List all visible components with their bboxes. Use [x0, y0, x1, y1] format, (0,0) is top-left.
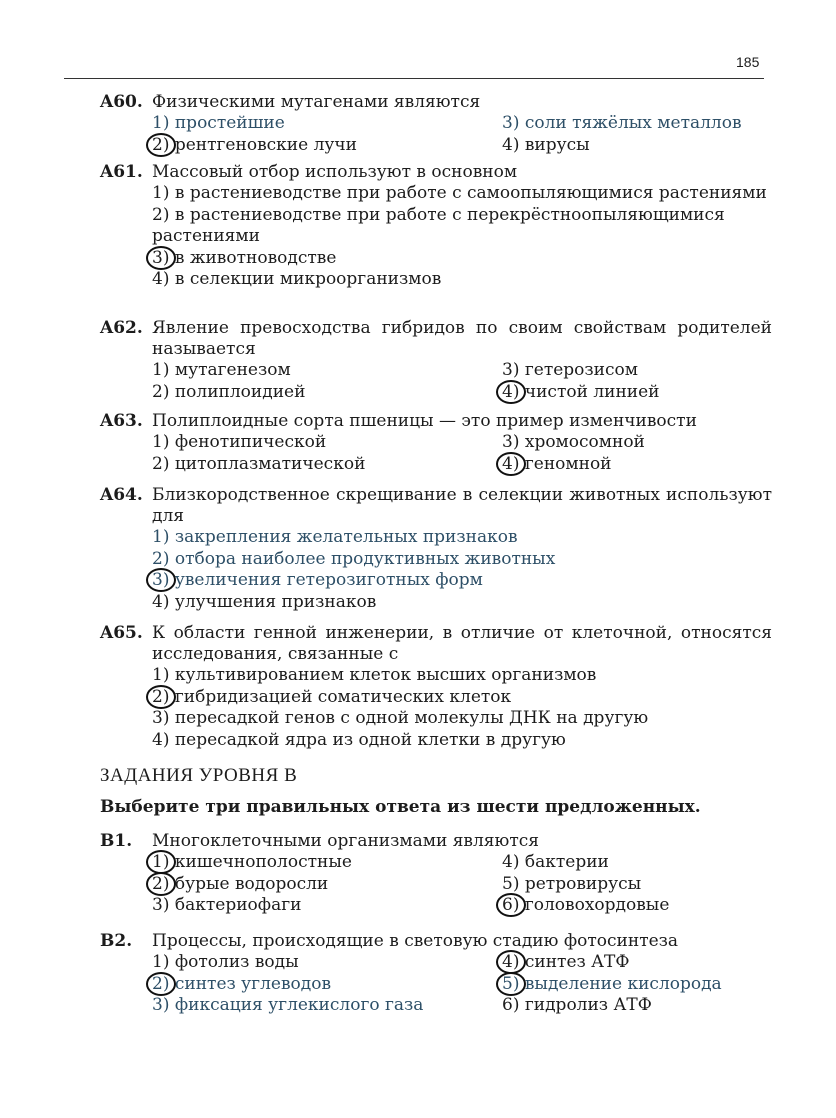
question-text: К области генной инженерии, в отличие от клеточной, относятся исследования, связанные с: [152, 623, 772, 664]
answer-option: 2) гибридизацией соматических клеток: [152, 687, 772, 709]
question-block: [100, 411, 772, 475]
question-number: A63.: [100, 411, 143, 431]
section-title: ЗАДАНИЯ УРОВНЯ В: [100, 765, 298, 786]
answer-option: 4) вирусы: [502, 134, 590, 155]
question-number: A61.: [100, 162, 143, 182]
question-header: [100, 162, 772, 183]
answer-circle-mark: [146, 972, 176, 996]
answer-option: 4) улучшения признаков: [152, 591, 377, 612]
answer-option: 2) цитоплазматической: [152, 453, 366, 474]
question-text: Многоклеточными организмами являются: [152, 831, 539, 851]
answer-option: 3) в животноводстве: [152, 248, 772, 270]
question-number: В2.: [100, 931, 133, 951]
answer-option: 2) рентгеновские лучи: [152, 135, 502, 157]
answer-option: 1) фотолиз воды: [152, 952, 299, 972]
question-number: A64.: [100, 485, 143, 505]
answer-option: 3) бактериофаги: [152, 895, 302, 915]
answer-option: 2) полиплоидией: [152, 381, 306, 402]
answer-option: 4) пересадкой ядра из одной клетки в другую: [152, 729, 566, 750]
answer-option: 5) выделение кислорода: [502, 974, 772, 996]
question-header: [100, 623, 772, 665]
question-block: [100, 931, 772, 1017]
answer-option: 3) пересадкой генов с одной молекулы ДНК на другую: [152, 708, 649, 728]
answer-circle-mark: [496, 380, 526, 404]
question-header: [100, 485, 772, 527]
answer-circle-mark: [496, 972, 526, 996]
answer-circle-mark: [496, 452, 526, 476]
question-text: Массовый отбор используют в основном: [152, 162, 518, 182]
answer-option: 3) хромосомной: [502, 432, 645, 452]
question-text: Явление превосходства гибридов по своим свойствам родителей называется: [152, 318, 772, 359]
question-block: [100, 623, 772, 751]
answer-circle-mark: [496, 950, 526, 974]
question-number: A60.: [100, 92, 143, 112]
question-block: [100, 92, 772, 156]
answer-option: 2) синтез углеводов: [152, 974, 502, 996]
question-header: [100, 931, 772, 952]
section-instruction: Выберите три правильных ответа из шести предложенных.: [100, 797, 701, 817]
answer-option: 6) головохордовые: [502, 895, 772, 917]
page-number: 185: [736, 54, 760, 70]
answer-circle-mark: [146, 872, 176, 896]
answer-option: 1) культивированием клеток высших организмов: [152, 665, 597, 685]
answer-circle-mark: [146, 133, 176, 157]
answer-option: 1) мутагенезом: [152, 360, 291, 380]
question-block: [100, 485, 772, 613]
question-block: [100, 318, 772, 403]
answer-options: [152, 113, 772, 156]
answer-option: 3) фиксация углекислого газа: [152, 995, 424, 1015]
answer-option: 1) фенотипической: [152, 432, 327, 452]
question-number: В1.: [100, 831, 133, 851]
question-header: [100, 831, 772, 852]
question-text: Близкородственное скрещивание в селекции животных используют для: [152, 485, 772, 526]
answer-option: 4) бактерии: [502, 852, 609, 872]
answer-option: 2) отбора наиболее продуктивных животных: [152, 548, 556, 569]
question-block: [100, 831, 772, 917]
answer-option: 1) простейшие: [152, 113, 285, 133]
answer-option: 2) в растениеводстве при работе с перекрёстноопыляющимися растениями: [152, 204, 725, 246]
answer-option: 4) в селекции микроорганизмов: [152, 269, 442, 289]
question-text: Процессы, происходящие в световую стадию фотосинтеза: [152, 931, 679, 951]
question-number: A65.: [100, 623, 143, 643]
answer-options: [152, 665, 772, 751]
answer-option: 3) увеличения гетерозиготных форм: [152, 570, 772, 592]
answer-option: 2) бурые водоросли: [152, 874, 502, 896]
answer-options: [152, 952, 772, 1017]
answer-circle-mark: [146, 850, 176, 874]
answer-option: 1) в растениеводстве при работе с самоопыляющимися растениями: [152, 183, 767, 203]
answer-circle-mark: [146, 685, 176, 709]
answer-option: 1) кишечнополостные: [152, 852, 502, 874]
answer-option: 4) геномной: [502, 454, 772, 476]
answer-circle-mark: [496, 893, 526, 917]
question-text: Полиплоидные сорта пшеницы — это пример изменчивости: [152, 411, 697, 431]
question-header: [100, 92, 772, 113]
question-number: A62.: [100, 318, 143, 338]
answer-option: 6) гидролиз АТФ: [502, 995, 652, 1015]
answer-option: 3) соли тяжёлых металлов: [502, 113, 742, 133]
answer-option: 3) гетерозисом: [502, 360, 638, 380]
question-header: [100, 318, 772, 360]
answer-options: [152, 432, 772, 475]
answer-option: 1) закрепления желательных признаков: [152, 527, 518, 547]
question-text: Физическими мутагенами являются: [152, 92, 481, 112]
answer-option: 5) ретровирусы: [502, 873, 642, 894]
answer-options: [152, 183, 772, 291]
answer-options: [152, 360, 772, 403]
answer-circle-mark: [146, 568, 176, 592]
answer-options: [152, 527, 772, 613]
answer-options: [152, 852, 772, 917]
answer-option: 4) чистой линией: [502, 382, 772, 404]
answer-option: 4) синтез АТФ: [502, 952, 772, 974]
question-header: [100, 411, 772, 432]
question-block: [100, 162, 772, 291]
answer-circle-mark: [146, 246, 176, 270]
header-rule: [64, 78, 764, 79]
